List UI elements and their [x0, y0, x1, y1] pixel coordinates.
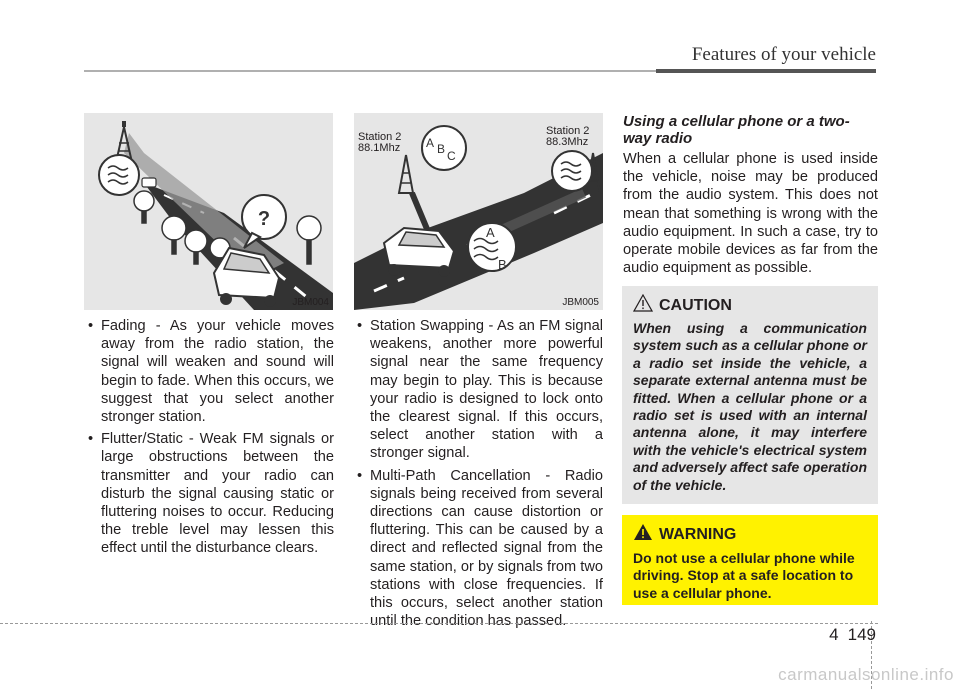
section-title: Using a cellular phone or a two-way radio: [623, 113, 850, 147]
list-item: • Fading - As your vehicle moves away from the radio station, the signal will weaken and sound will begin to fade. When this occurs, we suggest that you select another stronger station.: [84, 317, 334, 426]
fading-illustration: [84, 113, 333, 310]
signal-bubble: [468, 223, 516, 272]
station-swapping-illustration: [354, 113, 603, 310]
list-item: • Flutter/Static - Weak FM signals or large obstructions between the transmitter and your radio can disturb the signal causing static or fluttering noises to occur. Reducing the treble level may lessen this effect until the disturbance clears.: [84, 430, 334, 557]
warning-label: WARNING: [659, 525, 737, 543]
list-item: • Multi-Path Cancellation - Radio signals being received from several directions can cause distortion or fluttering. This can be caused by a direct and reflected signal from the same station, or by signals from two stations with close frequencies. If this occurs, select another station until the condition has passed.: [353, 467, 603, 631]
question-mark: ?: [257, 208, 271, 230]
warning-text: Do not use a cellular phone while driving. Stop at a safe location to use a cellular phone.: [633, 550, 855, 601]
figure-code: JBM005: [562, 297, 599, 308]
warning-heading: [633, 523, 867, 546]
left-column: [84, 317, 334, 562]
header-rule-accent: [656, 69, 876, 73]
bullet-list: [84, 317, 334, 558]
sound-waves-icon: [552, 151, 592, 191]
watermark: carmanualsonline.info: [778, 665, 954, 684]
footer-rule: [0, 623, 878, 624]
station-label-left: Station 2: [358, 131, 402, 143]
caution-triangle-icon: [633, 294, 653, 317]
signal-letter: B: [498, 257, 507, 272]
figure-fading: [84, 113, 333, 310]
caution-heading: [633, 294, 867, 317]
figure-code: JBM004: [292, 297, 329, 308]
station-label-right: Station 2: [546, 125, 590, 137]
station-freq-right: 88.3Mhz: [546, 136, 589, 148]
warning-box: [622, 515, 878, 605]
figure-station-swapping: [354, 113, 603, 310]
signal-letter: A: [426, 136, 435, 150]
question-bubble: [242, 195, 286, 248]
list-item: • Station Swapping - As an FM signal weakens, another more powerful signal near the same frequency may begin to play. This is because your radio is designed to lock onto the clearest signal. If this occurs, select another station with a stronger signal.: [353, 317, 603, 463]
warning-triangle-icon: [633, 523, 653, 546]
radio-tower-icon: [399, 155, 413, 193]
section-body: When a cellular phone is used inside the vehicle, noise may be produced from the audio system. This does not mean that something is wrong with the audio equipment. In such a case, try to operate mobile devices as far from the audio equipment as possible.: [623, 151, 878, 277]
bullet-list: [353, 317, 603, 630]
running-header: Features of your vehicle: [691, 44, 876, 65]
signal-letter: C: [447, 149, 456, 163]
page-number: [829, 625, 876, 645]
station-freq-left: 88.1Mhz: [358, 142, 401, 154]
page-number-value: 149: [847, 625, 876, 644]
distant-car: [142, 178, 156, 187]
chapter-number: 4: [829, 625, 839, 644]
signal-bubble: [422, 126, 466, 170]
sound-waves-icon: [99, 155, 139, 195]
signal-letter: A: [486, 225, 495, 240]
caution-label: CAUTION: [659, 296, 732, 314]
caution-text: When using a communication system such as a cellular phone or a radio set inside the vehicle, a separate external antenna must be fitted. When a cellular phone or a radio set is used with an internal antenna alone, it may interfere with the vehicle's electrical system and adversely affect safe operation of the vehicle.: [633, 320, 867, 493]
middle-column: [353, 317, 603, 634]
caution-box: [622, 286, 878, 504]
signal-letter: B: [437, 142, 446, 156]
